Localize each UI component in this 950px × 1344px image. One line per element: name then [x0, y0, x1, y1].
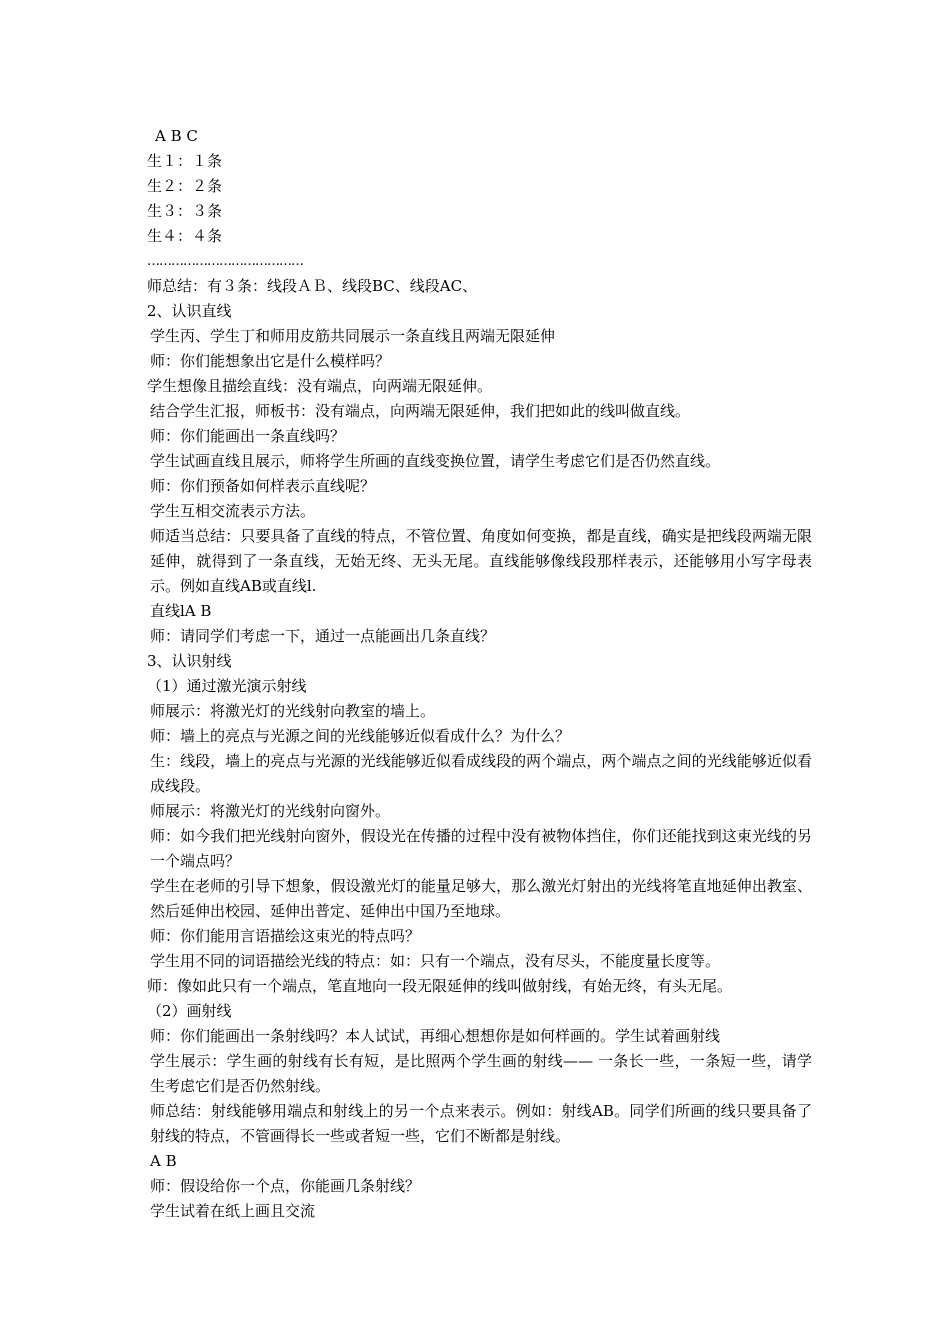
paragraph: 师：你们预备如何样表示直线呢？: [150, 477, 376, 495]
paragraph: 学生想像且描绘直线：没有端点，向两端无限延伸。: [147, 377, 493, 395]
paragraph: 学生试着在纸上画且交流: [150, 1202, 316, 1220]
paragraph: 生：线段，墙上的亮点与光源的光线能够近似看成线段的两个端点，两个端点之间的光线能够近似看成线段。: [150, 752, 812, 795]
student-answer-3: 生３：３条: [147, 202, 223, 220]
student-answer-1: 生１：１条: [147, 152, 223, 170]
paragraph: 学生展示：学生画的射线有长有短，是比照两个学生画的射线—— 一条长一些，一条短一些，请学生考虑它们是否仍然射线。: [150, 1052, 812, 1095]
paragraph: 师：你们能想象出它是什么模样吗？: [150, 352, 391, 370]
paragraph: 学生丙、学生丁和师用皮筋共同展示一条直线且两端无限延伸: [150, 327, 556, 345]
teacher-summary-ray: 师总结：射线能够用端点和射线上的另一个点来表示。例如：射线AB。同学们所画的线只要具备了射线的特点，不管画得长一些或者短一些，它们不断都是射线。: [150, 1102, 812, 1145]
paragraph: 师：你们能用言语描绘这束光的特点吗？: [150, 927, 421, 945]
paragraph: 师：你们能画出一条直线吗？: [150, 427, 346, 445]
teacher-summary-segments: 师总结：有３条：线段ＡＢ、线段BC、线段AC、: [147, 277, 478, 295]
paragraph: 学生试画直线且展示，师将学生所画的直线变换位置，请学生考虑它们是否仍然直线。: [150, 452, 721, 470]
paragraph: 师展示：将激光灯的光线射向教室的墙上。: [150, 702, 436, 720]
paragraph: 学生用不同的词语描绘光线的特点：如：只有一个端点，没有尽头，不能度量长度等。: [150, 952, 721, 970]
document-body: [147, 124, 812, 1224]
paragraph: 师：请同学们考虑一下，通过一点能画出几条直线？: [150, 627, 496, 645]
points-label-abc: A B C: [155, 127, 198, 145]
section-heading-ray: 3、认识射线: [147, 652, 232, 670]
ray-label-ab: A B: [150, 1152, 177, 1170]
paragraph: 师：如今我们把光线射向窗外，假设光在传播的过程中没有被物体挡住，你们还能找到这束光线的另一个端点吗？: [150, 827, 812, 870]
paragraph: 师展示：将激光灯的光线射向窗外。: [150, 802, 391, 820]
paragraph: 师：假设给你一个点，你能画几条射线？: [150, 1177, 421, 1195]
paragraph: 学生互相交流表示方法。: [150, 502, 316, 520]
subheading-laser-demo: （1）通过激光演示射线: [147, 677, 307, 695]
paragraph: 结合学生汇报，师板书：没有端点，向两端无限延伸，我们把如此的线叫做直线。: [150, 402, 691, 420]
student-answer-2: 生２：２条: [147, 177, 223, 195]
ray-definition: 师：像如此只有一个端点，笔直地向一段无限延伸的线叫做射线，有始无终，有头无尾。: [147, 977, 733, 995]
ellipsis-line: …………………………………: [147, 254, 303, 269]
subheading-draw-ray: （2）画射线: [147, 1002, 232, 1020]
paragraph: 师：你们能画出一条射线吗？本人试试，再细心想想你是如何样画的。学生试着画射线: [150, 1027, 721, 1045]
section-heading-line: 2、认识直线: [147, 302, 232, 320]
line-label-ab: 直线lA B: [150, 602, 212, 620]
student-answer-4: 生４：４条: [147, 227, 223, 245]
teacher-summary-line: 师适当总结：只要具备了直线的特点，不管位置、角度如何变换，都是直线，确实是把线段两端无限延伸，就得到了一条直线，无始无终、无头无尾。直线能够像线段那样表示，还能够用小写字母表示。例如直线AB或直线l.: [150, 527, 812, 595]
paragraph: 学生在老师的引导下想象，假设激光灯的能量足够大，那么激光灯射出的光线将笔直地延伸出教室、然后延伸出校园、延伸出普定、延伸出中国乃至地球。: [150, 877, 812, 920]
paragraph: 师：墙上的亮点与光源之间的光线能够近似看成什么？为什么？: [150, 727, 571, 745]
